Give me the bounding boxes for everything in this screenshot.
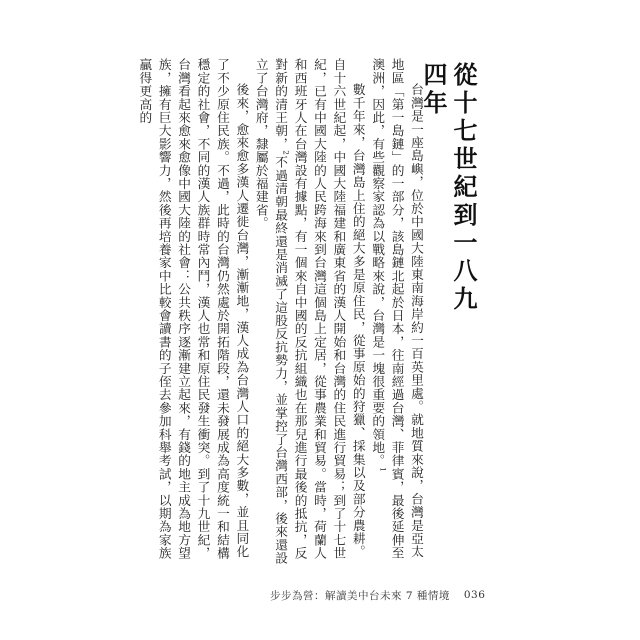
page-footer bbox=[270, 586, 485, 604]
footnote-marker-2: 2 bbox=[281, 150, 290, 156]
paragraph-1 bbox=[368, 58, 426, 568]
footnote-marker-1: 1 bbox=[378, 467, 387, 473]
body-text bbox=[137, 58, 426, 568]
paragraph-3-text: 後來，愈來愈多漢人遷徙台灣，漸漸地，漢人成為台灣人口的絕大多數，並且同化了不少原住民族。不過，此時的台灣仍然處於開拓階段，還未發展成為高度統一和結構穩定的社會，不同的漢人族群時常內鬥，漢人也常和原住民發生衝突。到了十九世紀，台灣看起來愈來愈像中國大陸的社會：公共秩序逐漸建立起來，有錢的地主成為地方望族，擁有巨大影響力，然後再培養家中比較會讀書的子侄去參加科舉考試，以期為家族贏得更高的 bbox=[137, 58, 250, 560]
chapter-title: 從十七世紀到一八九四年 bbox=[419, 62, 477, 314]
paragraph-3 bbox=[135, 58, 251, 568]
paragraph-2-text: 數千年來，台灣島上住的絕大多是原住民，從事原始的狩獵、採集以及部分農耕。自十六世紀起，中國大陸福建和廣東省的漢人開始和台灣的住民進行貿易；到了十七世紀，已有中國大陸的人民跨海來到台灣這個島上定居，從事農業和貿易。當時，荷蘭人和西班牙人在台灣設有據點，有一個來自中國的反抗組織也在那兒進行最後的抵抗，反對新的清王朝， bbox=[273, 58, 366, 560]
paragraph-2-text-continued: 不過清朝最終還是消滅了這股反抗勢力，並掌控了台灣西部，後來還設立了台灣府，隸屬於福建省。 bbox=[253, 58, 289, 565]
paragraph-2 bbox=[251, 58, 367, 568]
paragraph-1-text: 台灣是一座島嶼，位於中國大陸東南海岸約一百英里處。就地質來說，台灣是亞太地區「第一島鏈」的一部分，該島鏈北起於日本，往南經過台灣、菲律賓，最後延伸至澳洲，因此，有些觀察家認為以戰略來說，台灣是一塊很重要的領地。 bbox=[370, 58, 424, 560]
footer-book-title: 步步為營：解讀美中台未來 7 種情境 bbox=[270, 589, 450, 602]
page-number: 036 bbox=[463, 589, 486, 601]
